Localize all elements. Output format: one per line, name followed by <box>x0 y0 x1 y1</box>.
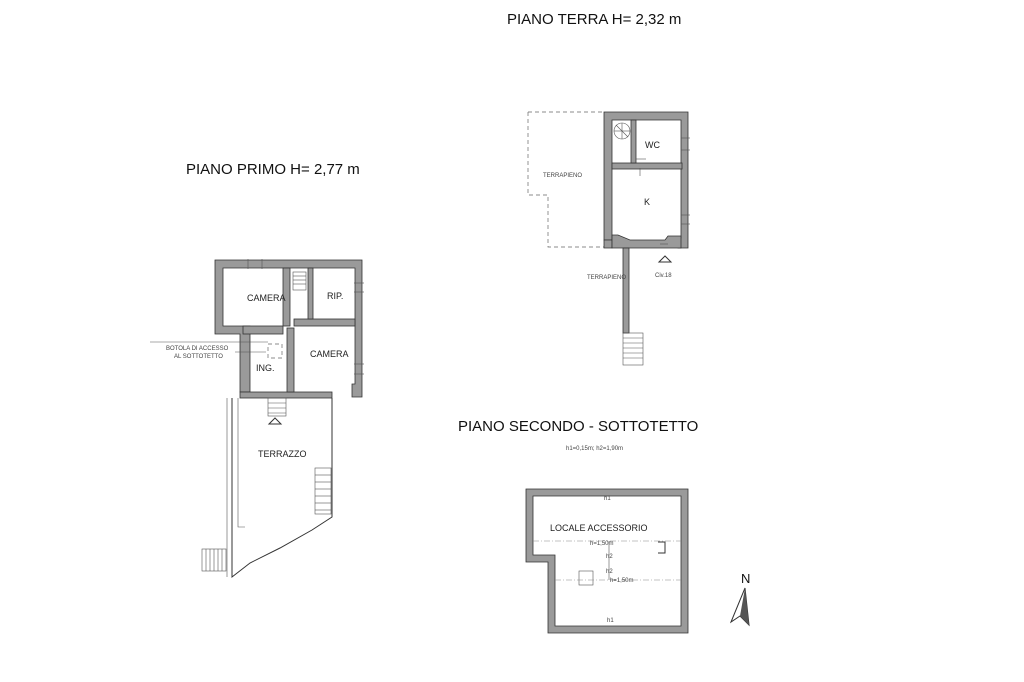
terrace-outline <box>232 398 332 577</box>
second-floor-title: PIANO SECONDO - SOTTOTETTO <box>458 418 699 435</box>
spiral-stair-first <box>293 272 306 290</box>
first-floor-plan <box>150 259 364 577</box>
attic-h2-b: h2 <box>606 569 613 575</box>
hatch-label-line2: AL SOTTOTETTO <box>174 354 223 360</box>
ground-floor-title: PIANO TERRA H= 2,32 m <box>507 11 682 28</box>
terrapieno-label-bottom: TERRAPIENO <box>587 275 627 281</box>
terrace-stair-bottom <box>202 549 226 571</box>
attic-hatch <box>268 344 282 358</box>
room-label-camera-right: CAMERA <box>310 349 349 359</box>
attic-h-line-2: h=1,50m <box>610 578 634 584</box>
room-label-terrace: TERRAZZO <box>258 449 307 459</box>
attic-h-line-1: h=1,50m <box>590 541 614 547</box>
room-label-storage: RIP. <box>327 291 344 301</box>
civic-number-label: Civ.18 <box>655 273 672 279</box>
second-floor-heights: h1=0,15m; h2=1,90m <box>566 446 624 452</box>
external-stair-ground <box>623 333 643 365</box>
first-floor-title: PIANO PRIMO H= 2,77 m <box>186 161 360 178</box>
attic-h1-bottom: h1 <box>607 618 614 624</box>
room-label-wc: WC <box>645 140 660 150</box>
room-label-attic: LOCALE ACCESSORIO <box>550 523 648 533</box>
ground-floor-plan <box>528 112 690 365</box>
hatch-label-line1: BOTOLA DI ACCESSO <box>166 346 229 352</box>
attic-h1-top: h1 <box>604 496 611 502</box>
room-label-camera-left: CAMERA <box>247 293 286 303</box>
attic-h2-a: h2 <box>606 554 613 560</box>
entrance-arrow-ground <box>659 256 671 262</box>
north-arrow <box>731 571 750 625</box>
room-label-kitchen: K <box>644 197 651 207</box>
terrace-stair-side <box>315 468 331 514</box>
terrace-stair-top <box>268 398 286 416</box>
room-label-entrance: ING. <box>256 363 275 373</box>
terrapieno-label-top: TERRAPIENO <box>543 173 583 179</box>
north-label: N <box>741 571 751 586</box>
entrance-arrow-first <box>269 418 281 424</box>
spiral-stair-ground <box>614 123 630 139</box>
attic-plan <box>526 489 688 633</box>
